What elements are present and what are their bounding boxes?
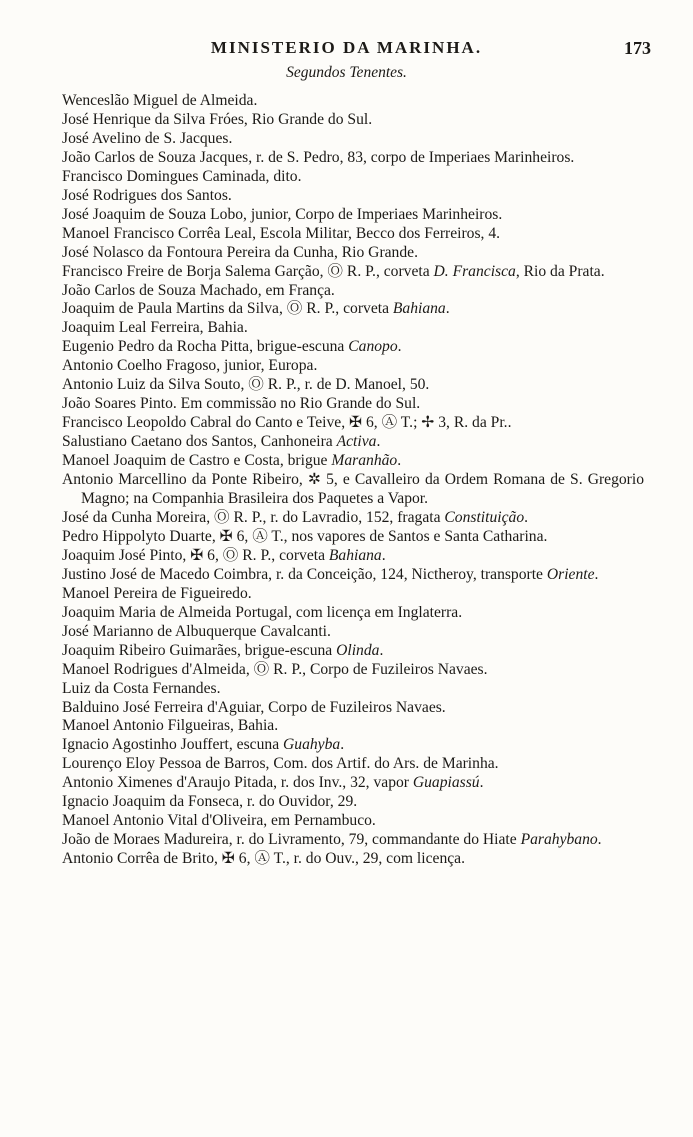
entry-text: João Carlos de Souza Machado, em França.	[62, 281, 335, 299]
list-item	[62, 111, 644, 130]
entry-text: Balduino José Ferreira d'Aguiar, Corpo de Fuzileiros Navaes.	[62, 698, 446, 716]
list-item	[62, 452, 644, 471]
entry-text: Manoel Joaquim de Castro e Costa, brigue	[62, 452, 332, 470]
entry-text: Pedro Hippolyto Duarte, ✠ 6, Ⓐ T., nos vapores de Santos e Santa Catharina.	[62, 527, 548, 545]
entry-text: Antonio Marcellino da Ponte Ribeiro, ✲ 5, e Cavalleiro da Ordem Romana de S. Gregorio Magno; na Companhia Brasileira dos Paquetes a Vapor.	[62, 471, 644, 508]
list-item	[62, 604, 644, 623]
list-item	[62, 414, 644, 433]
entry-tail: , Rio da Prata.	[515, 262, 605, 280]
list-item	[62, 509, 644, 528]
entry-tail: .	[479, 774, 484, 792]
entry-tail: .	[524, 508, 529, 526]
entry-tail: .	[381, 546, 386, 564]
list-item	[62, 319, 644, 338]
list-item	[62, 225, 644, 244]
entry-text: Francisco Freire de Borja Salema Garção, Ⓞ R. P., corveta	[62, 262, 434, 280]
list-item	[62, 376, 644, 395]
entry-text: José Nolasco da Fontoura Pereira da Cunha, Rio Grande.	[62, 243, 418, 261]
entry-ship-name: Bahiana	[328, 546, 382, 564]
entry-ship-name: Canopo	[348, 338, 398, 356]
list-item	[62, 433, 644, 452]
list-item	[62, 831, 644, 850]
entry-text: Antonio Ximenes d'Araujo Pitada, r. dos Inv., 32, vapor	[62, 774, 413, 792]
entry-ship-name: Guahyba	[283, 736, 341, 754]
entry-tail: .	[594, 565, 599, 583]
list-item	[62, 92, 644, 111]
list-item	[62, 206, 644, 225]
entry-ship-name: Maranhão	[331, 452, 398, 470]
entry-text: José Avelino de S. Jacques.	[62, 129, 233, 147]
list-item	[62, 263, 644, 282]
page-number: 173	[624, 38, 651, 58]
entry-text: Manoel Francisco Corrêa Leal, Escola Militar, Becco dos Ferreiros, 4.	[62, 224, 501, 242]
section-title: Segundos Tenentes.	[286, 64, 407, 81]
list-item	[62, 244, 644, 263]
entry-text: Ignacio Agostinho Jouffert, escuna	[62, 736, 284, 754]
list-item	[62, 736, 644, 755]
entry-text: Justino José de Macedo Coimbra, r. da Conceição, 124, Nictheroy, transporte	[62, 565, 547, 583]
entry-text: José Henrique da Silva Fróes, Rio Grande do Sul.	[62, 110, 373, 128]
entry-ship-name: Oriente	[546, 565, 595, 583]
entry-text: Francisco Domingues Caminada, dito.	[62, 167, 302, 185]
list-item	[62, 357, 644, 376]
list-item	[62, 338, 644, 357]
entry-text: Ignacio Joaquim da Fonseca, r. do Ouvidor, 29.	[62, 793, 358, 811]
entry-ship-name: Guapiassú	[412, 774, 480, 792]
list-item	[62, 623, 644, 642]
entry-tail: .	[376, 433, 381, 451]
entry-tail: .	[397, 338, 402, 356]
entry-tail: .	[445, 300, 450, 318]
entry-text: Manoel Rodrigues d'Almeida, Ⓞ R. P., Corpo de Fuzileiros Navaes.	[62, 660, 488, 678]
list-item	[62, 699, 644, 718]
entry-text: Manoel Antonio Vital d'Oliveira, em Pernambuco.	[62, 812, 376, 830]
entry-text: João Carlos de Souza Jacques, r. de S. Pedro, 83, corpo de Imperiaes Marinheiros.	[62, 148, 575, 166]
entry-text: Luiz da Costa Fernandes.	[62, 679, 221, 697]
list-item	[62, 585, 644, 604]
entry-text: José da Cunha Moreira, Ⓞ R. P., r. do Lavradio, 152, fragata	[62, 508, 445, 526]
entry-text: Manoel Antonio Filgueiras, Bahia.	[62, 717, 279, 735]
page-header	[0, 38, 693, 62]
entry-text: Joaquim Maria de Almeida Portugal, com licença em Inglaterra.	[62, 603, 463, 621]
list-item	[62, 528, 644, 547]
entry-text: Joaquim Ribeiro Guimarães, brigue-escuna	[62, 641, 337, 659]
entry-text: Wenceslão Miguel de Almeida.	[62, 92, 258, 109]
entry-ship-name: Olinda	[336, 641, 380, 659]
list-item	[62, 755, 644, 774]
entry-ship-name: Constituição	[444, 508, 525, 526]
entry-tail: .	[597, 831, 602, 849]
list-item	[62, 793, 644, 812]
list-item	[62, 471, 644, 509]
entry-text: Salustiano Caetano dos Santos, Canhoneira	[62, 433, 337, 451]
entry-tail: .	[340, 736, 345, 754]
list-item	[62, 547, 644, 566]
entry-tail: .	[397, 452, 402, 470]
entry-text: José Marianno de Albuquerque Cavalcanti.	[62, 622, 331, 640]
entry-text: Antonio Luiz da Silva Souto, Ⓞ R. P., r. de D. Manoel, 50.	[62, 376, 430, 394]
entry-text: Antonio Corrêa de Brito, ✠ 6, Ⓐ T., r. do Ouv., 29, com licença.	[62, 850, 465, 868]
entry-text: João Soares Pinto. Em commissão no Rio Grande do Sul.	[62, 395, 421, 413]
list-item	[62, 642, 644, 661]
entry-ship-name: Parahybano	[520, 831, 598, 849]
entry-ship-name: Bahiana	[392, 300, 446, 318]
list-item	[62, 187, 644, 206]
list-item	[62, 661, 644, 680]
list-item	[62, 850, 644, 869]
entry-text: José Rodrigues dos Santos.	[62, 186, 232, 204]
list-item	[62, 566, 644, 585]
entry-list	[62, 92, 644, 869]
list-item	[62, 774, 644, 793]
list-item	[62, 300, 644, 319]
running-head: MINISTERIO DA MARINHA.	[210, 38, 483, 57]
entry-text: Joaquim de Paula Martins da Silva, Ⓞ R. P., corveta	[62, 300, 393, 318]
entry-text: Joaquim José Pinto, ✠ 6, Ⓞ R. P., corveta	[62, 546, 329, 564]
list-item	[62, 149, 644, 168]
list-item	[62, 680, 644, 699]
entry-ship-name: D. Francisca	[433, 262, 516, 280]
list-item	[62, 168, 644, 187]
entry-tail: .	[379, 641, 384, 659]
list-item	[62, 130, 644, 149]
list-item	[62, 395, 644, 414]
list-item	[62, 282, 644, 301]
entry-text: Lourenço Eloy Pessoa de Barros, Com. dos Artif. do Ars. de Marinha.	[62, 755, 499, 773]
entry-text: Antonio Coelho Fragoso, junior, Europa.	[62, 357, 318, 375]
entry-text: João de Moraes Madureira, r. do Livramento, 79, commandante do Hiate	[62, 831, 521, 849]
entry-text: José Joaquim de Souza Lobo, junior, Corpo de Imperiaes Marinheiros.	[62, 205, 503, 223]
entry-ship-name: Activa	[336, 433, 377, 451]
entry-text: Joaquim Leal Ferreira, Bahia.	[62, 319, 248, 337]
list-item	[62, 717, 644, 736]
entry-text: Manoel Pereira de Figueiredo.	[62, 584, 252, 602]
list-item	[62, 812, 644, 831]
entry-text: Francisco Leopoldo Cabral do Canto e Teive, ✠ 6, Ⓐ T.; ✢ 3, R. da Pr..	[62, 414, 512, 432]
entry-text: Eugenio Pedro da Rocha Pitta, brigue-escuna	[62, 338, 349, 356]
